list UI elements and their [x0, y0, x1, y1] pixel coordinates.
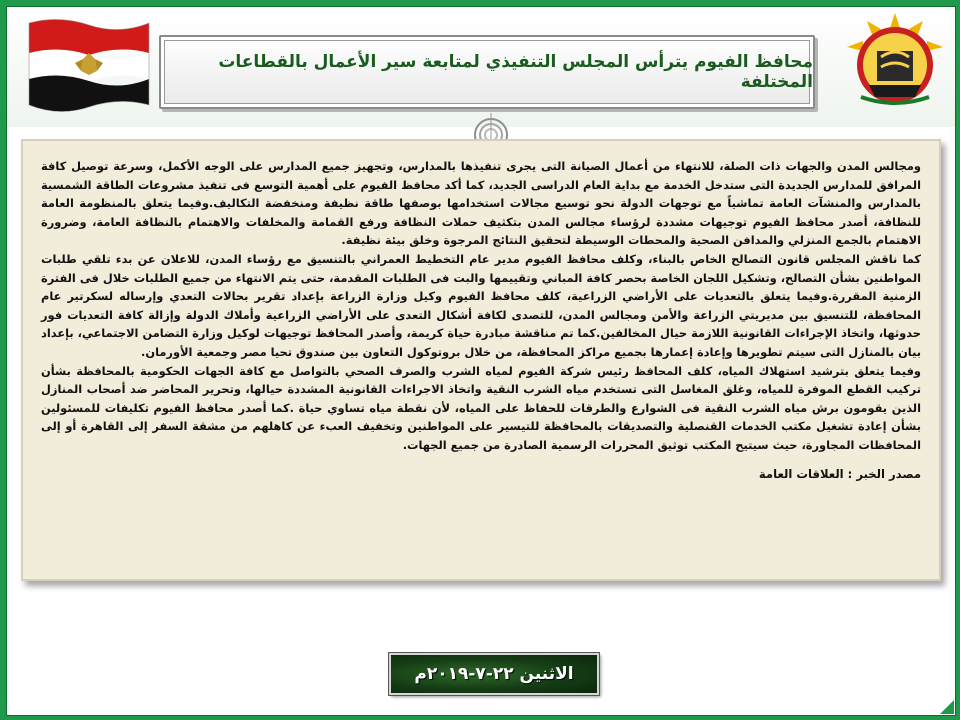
- headline: محافظ الفيوم يترأس المجلس التنفيذي لمتابعة سير الأعمال بالقطاعات المختلفة: [218, 52, 813, 92]
- article-date: الاثنين ٢٢-٧-٢٠١٩م: [414, 664, 574, 684]
- headline-box: [159, 35, 815, 109]
- page-frame: [6, 6, 956, 716]
- article-paragraph-1: ومجالس المدن والجهات ذات الصلة، للانتهاء من أعمال الصيانة التى يجرى تنفيذها بالمدارس، وتجهيز جميع المدارس على الوجه الأكمل، وسرعة توصيل كافة المرافق للمدارس الجديدة التى ستدخل الخدمة مع بداية العام الدراسى الجديد، كما أكد محافظ الفيوم على أهمية التوسع فى تنفيذ مشروعات الطاقة الشمسية بالمدارس والمنشآت العامة تماشياً مع توجهات الدولة نحو توسيع مجالات استخدامها بوصفها طاقة نظيفة ومنخفضة التكاليف.وفيما يتعلق بالمنظومة العامة للنظافة، أصدر محافظ الفيوم توجيهات مشددة لرؤساء مجالس المدن بتكثيف حملات النظافة ورفع القمامة والمخلفات والاهتمام بالنظافة العامة، وضرورة الاهتمام بالجمع المنزلي والمدافن الصحية والمحطات الوسيطة لتحقيق النتائج المرجوة وخلق بيئة نظيفة.: [41, 159, 921, 248]
- page-corner: [940, 700, 954, 714]
- governorate-logo-icon: [839, 11, 951, 113]
- article-paragraph-3: وفيما يتعلق بترشيد استهلاك المياه، كلف المحافظ رئيس شركة الفيوم لمياه الشرب والصرف الصحي بالتواصل مع كافة الجهات الحكومية بالمحافظة بشأن تركيب القطع الموفرة للمياه، وغلق المغاسل التى تستخدم مياه الشرب النقية واتخاذ الاجراءات القانونية المشددة حيالها، وتحرير المحاضر ضد أصحاب المنازل الذين يقومون برش مياه الشرب النقية فى الشوارع والطرقات للحفاظ على المياه، لأن نقطة مياه تساوي حياة .كما أصدر محافظ الفيوم تكليفات للمسئولين بشأن إعادة تشغيل مكتب الخدمات القنصلية والتصديقات بالمحافظة للتيسير على المواطنين وتخفيف العبء عن كاهلهم من مشقة السفر إلى القاهرة أو إلى المحافظات المجاورة، حيث سيتيح المكتب توثيق المحررات الرسمية الصادرة من جميع الجهات.: [41, 363, 921, 452]
- date-badge: [389, 653, 599, 695]
- article-paragraph-2: كما ناقش المجلس قانون التصالح الخاص بالبناء، وكلف محافظ الفيوم مدير عام التخطيط العمراني بالتنسيق مع رؤساء المدن، للاعلان عن بدء تلقي طلبات المواطنين بشأن التصالح، وتشكيل اللجان الخاصة بحصر كافة المباني وتقييمها والبت فى الطلبات المقدمة، حتى يتم الانتهاء من جميع الطلبات خلال فى الفترة الزمنية المقررة.وفيما يتعلق بالتعديات على الأراضي الزراعية، كلف محافظ الفيوم وكيل وزارة الزراعة بإعداد تقرير بحالات التعدي وإرساله لسكرتير عام المحافظة، للتنسيق بين مديريتي الزراعة والأمن ومجالس المدن، للتصدى لكافة أشكال التعدى على الأراضي الزراعية وأملاك الدولة وإزالة كافة التعديات فور حدوثها، واتخاذ الإجراءات القانونية اللازمة حيال المخالفين.كما تم مناقشة مبادرة حياة كريمة، وأصدر المحافظ توجيهات لوكيل وزارة التضامن الاجتماعي، بإعداد بيان بالمنازل التى سيتم تطويرها وإعادة إعمارها بجميع مراكز المحافظة، من خلال بروتوكول التعاون بين صندوق تحيا مصر وجمعية الأورمان.: [41, 251, 921, 359]
- egypt-flag-icon: [19, 13, 159, 113]
- news-source: مصدر الخبر : العلاقات العامة: [758, 466, 921, 481]
- article-body: [21, 139, 941, 581]
